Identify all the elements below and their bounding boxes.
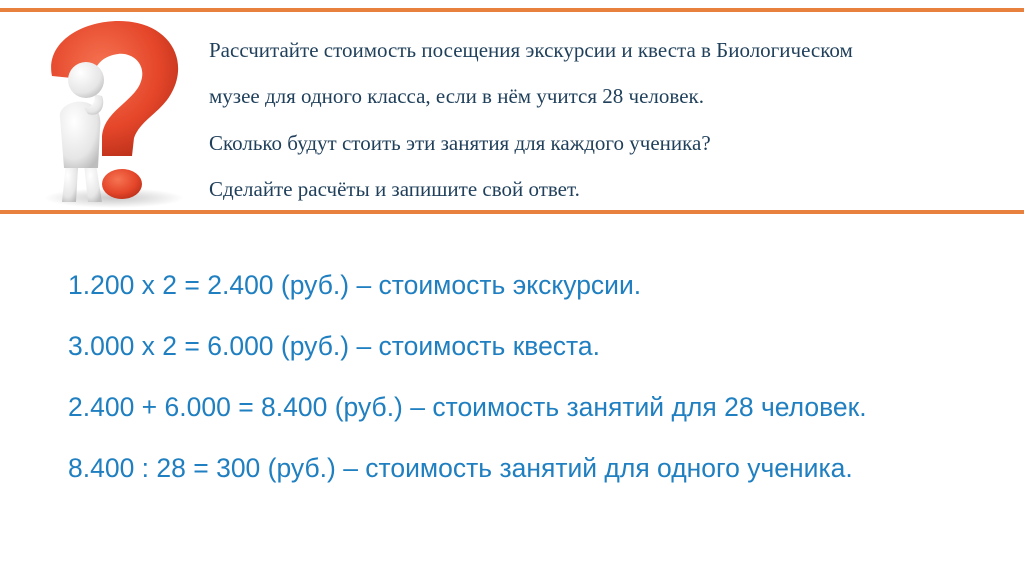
solution-line: 8.400 : 28 = 300 (руб.) – стоимость занятий для одного ученика.	[68, 453, 853, 483]
solution-line: 1.200 х 2 = 2.400 (руб.) – стоимость экскурсии.	[68, 270, 642, 300]
task-line: Рассчитайте стоимость посещения экскурсии и квеста в Биологическом	[209, 38, 853, 62]
thinking-person-question-mark-icon	[22, 14, 202, 210]
task-line: музее для одного класса, если в нём учится 28 человек.	[209, 84, 704, 108]
top-divider	[0, 8, 1024, 12]
header-divider	[0, 210, 1024, 214]
task-line: Сделайте расчёты и запишите свой ответ.	[209, 177, 580, 201]
solution-line: 3.000 х 2 = 6.000 (руб.) – стоимость квеста.	[68, 331, 600, 361]
solution-line: 2.400 + 6.000 = 8.400 (руб.) – стоимость занятий для 28 человек.	[68, 392, 867, 422]
task-line: Сколько будут стоить эти занятия для каждого ученика?	[209, 131, 711, 155]
